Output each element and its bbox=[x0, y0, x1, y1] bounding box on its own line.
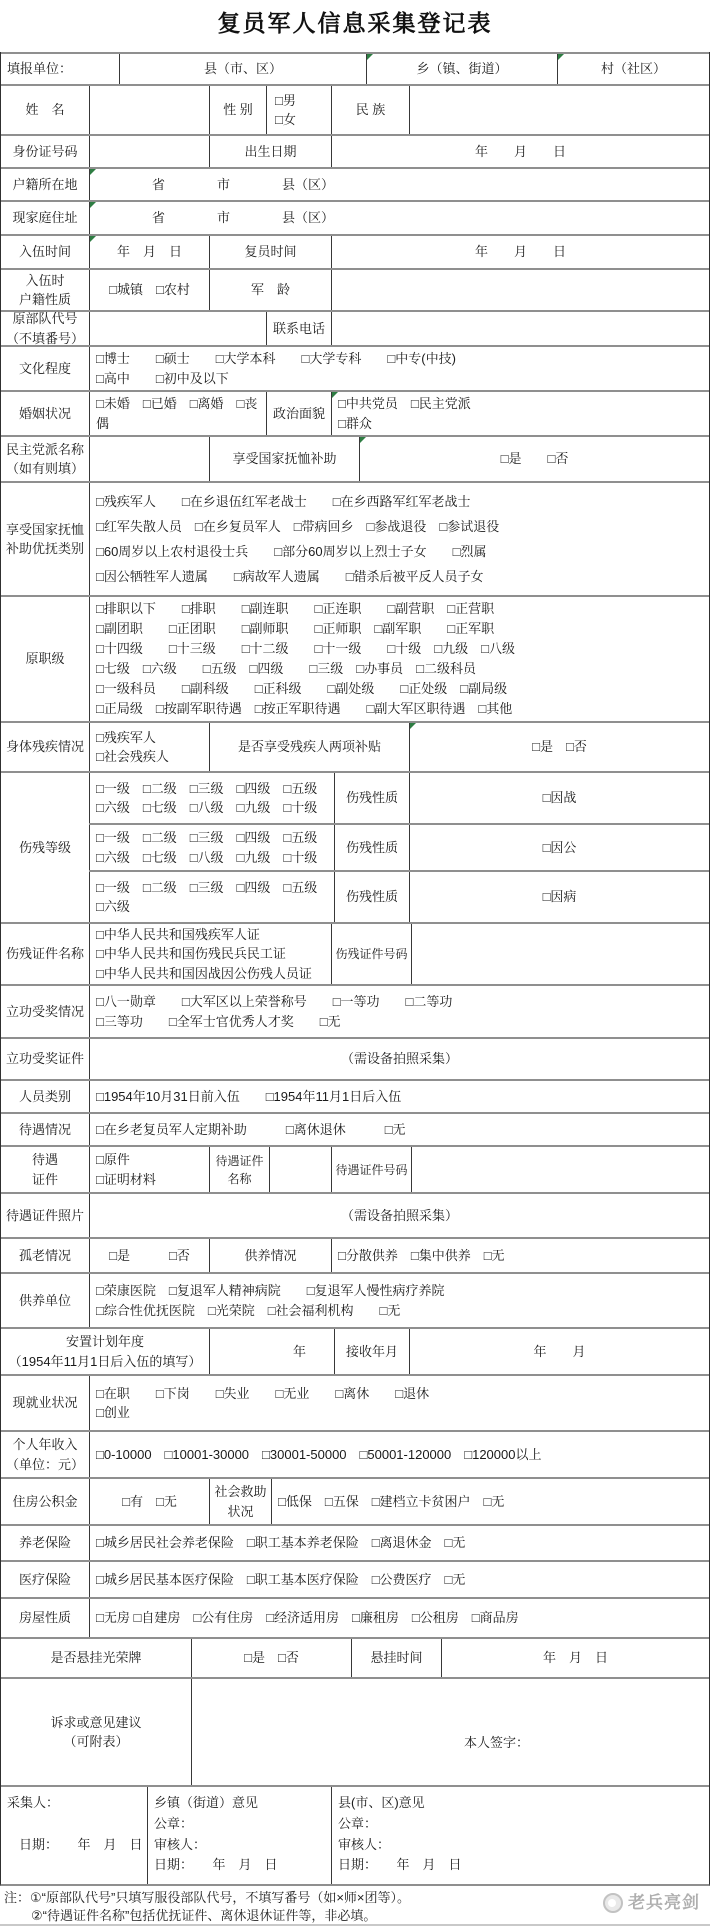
appeal-row bbox=[1, 1677, 709, 1785]
address-label: 现家庭住址 bbox=[12, 210, 78, 226]
politics-options-line2[interactable]: □群众 bbox=[338, 415, 372, 431]
grade-subrow-illness bbox=[89, 870, 709, 922]
house-label: 房屋性质 bbox=[18, 1610, 71, 1626]
placement-year-field[interactable]: 年 bbox=[209, 1329, 334, 1374]
employment-options: □在职 □下岗 □失业 □无业 □离休 □退休 □创业 bbox=[89, 1376, 709, 1430]
disability-cert-number-field[interactable] bbox=[411, 924, 709, 984]
person-category-row bbox=[1, 1079, 709, 1112]
id-label: 身份证号码 bbox=[12, 143, 78, 159]
elderly-row bbox=[1, 1237, 709, 1272]
merit-row bbox=[1, 984, 709, 1037]
hukou-row bbox=[1, 268, 709, 310]
allowance-options[interactable]: □是 □否 bbox=[409, 723, 709, 771]
id-field[interactable] bbox=[89, 136, 209, 167]
treatment-cert-row bbox=[1, 1145, 709, 1192]
grade-options-illness: □一级 □二级 □三级 □四级 □五级 □六级 bbox=[89, 872, 334, 922]
pension-label: 养老保险 bbox=[18, 1535, 71, 1551]
county-auditor[interactable]: 审核人： bbox=[338, 1836, 391, 1852]
gender-female-checkbox[interactable]: □女 bbox=[275, 112, 296, 127]
income-options[interactable]: □0-10000 □10001-30000 □30001-50000 □50001-120000 □120000以上 bbox=[89, 1432, 709, 1477]
plaque-label: 是否悬挂光荣牌 bbox=[50, 1650, 142, 1666]
support-unit-options: □荣康医院 □复退军人精神病院 □复退军人慢性病疗养院 □综合性优抚医院 □光荣院 □社会福利机构 □无 bbox=[89, 1274, 709, 1327]
grade-options-duty: □一级 □二级 □三级 □四级 □五级 □六级 □七级 □八级 □九级 □十级 bbox=[89, 825, 334, 870]
support-unit-row bbox=[1, 1272, 709, 1327]
gender-male-checkbox[interactable]: □男 bbox=[275, 92, 296, 108]
housing-fund-options[interactable]: □有 □无 bbox=[89, 1479, 209, 1524]
subsidy-options[interactable]: □是 □否 bbox=[359, 437, 709, 481]
party-field[interactable] bbox=[89, 437, 209, 481]
elderly-label: 孤老情况 bbox=[18, 1247, 71, 1263]
unit-code-row bbox=[1, 310, 709, 345]
ethnic-label: 民 族 bbox=[331, 86, 409, 134]
name-label: 姓 名 bbox=[25, 102, 65, 118]
signature-label[interactable]: 本人签字： bbox=[464, 1735, 530, 1750]
care-category-label: 享受国家抚恤 补助优抚类别 bbox=[5, 521, 84, 556]
party-row bbox=[1, 435, 709, 481]
nature-option-illness[interactable]: □因病 bbox=[409, 872, 709, 922]
merit-label: 立功受奖情况 bbox=[5, 1003, 84, 1019]
nature-option-war[interactable]: □因战 bbox=[409, 773, 709, 823]
placement-label: 安置计划年度 （1954年11月1日后入伍的填写） bbox=[8, 1334, 202, 1369]
support-unit-label: 供养单位 bbox=[18, 1292, 71, 1308]
footnotes bbox=[0, 1886, 710, 1926]
nature-option-duty[interactable]: □因公 bbox=[409, 825, 709, 870]
township-auditor[interactable]: 审核人： bbox=[154, 1836, 207, 1852]
person-category-label: 人员类别 bbox=[18, 1088, 71, 1104]
residence-label: 户籍所在地 bbox=[12, 176, 78, 192]
support-label: 供养情况 bbox=[209, 1239, 331, 1272]
address-row bbox=[1, 200, 709, 234]
name-row bbox=[1, 84, 709, 134]
disability-cert-label: 伤残证件名称 bbox=[5, 946, 84, 962]
disability-cert-options: □中华人民共和国残疾军人证 □中华人民共和国伤残民兵民工证 □中华人民共和国因战因公伤残人员证 bbox=[89, 924, 331, 984]
county-opinion-title: 县(市、区)意见 bbox=[338, 1795, 425, 1810]
social-aid-label: 社会救助 状况 bbox=[209, 1479, 271, 1524]
income-label: 个人年收入 （单位：元） bbox=[5, 1437, 84, 1472]
id-row bbox=[1, 134, 709, 167]
receive-label: 接收年月 bbox=[334, 1329, 409, 1374]
education-options-line1[interactable]: □博士 □硕士 □大学本科 □大学专科 □中专(中技) bbox=[96, 351, 456, 366]
report-unit-row bbox=[1, 52, 709, 84]
unit-code-field[interactable] bbox=[89, 312, 266, 345]
footnote-1: 注：①“原部队代号”只填写服役部队代号，不填写番号（如×师×团等）。 bbox=[4, 1890, 410, 1905]
medical-row bbox=[1, 1560, 709, 1597]
merit-cert-note: （需设备拍照采集） bbox=[89, 1039, 709, 1079]
party-label: 民主党派名称 （如有则填） bbox=[5, 441, 84, 476]
enlist-row bbox=[1, 234, 709, 268]
house-options[interactable]: □无房 □自建房 □公有住房 □经济适用房 □廉租房 □公租房 □商品房 bbox=[89, 1599, 709, 1637]
treatment-row bbox=[1, 1112, 709, 1145]
village-field[interactable]: 村（社区） bbox=[557, 54, 709, 84]
birth-field[interactable]: 年 月 日 bbox=[331, 136, 709, 167]
disability-grade-row bbox=[1, 771, 709, 922]
marriage-row bbox=[1, 390, 709, 435]
medical-label: 医疗保险 bbox=[18, 1571, 71, 1587]
plaque-time-field[interactable]: 年 月 日 bbox=[441, 1639, 709, 1677]
service-age-label: 军 龄 bbox=[209, 270, 331, 310]
treatment-cert-number-field[interactable] bbox=[411, 1147, 709, 1192]
township-seal[interactable]: 公章： bbox=[154, 1815, 194, 1831]
body-disability-label: 身体残疾情况 bbox=[5, 739, 84, 755]
watermark-logo-icon bbox=[603, 1893, 623, 1913]
pension-row bbox=[1, 1524, 709, 1560]
merit-cert-row bbox=[1, 1037, 709, 1079]
collector-block bbox=[1, 1787, 147, 1884]
employment-label: 现就业状况 bbox=[12, 1395, 78, 1411]
township-opinion-title: 乡镇（街道）意见 bbox=[154, 1795, 259, 1810]
disability-cert-row bbox=[1, 922, 709, 984]
township-field[interactable]: 乡（镇、街道） bbox=[366, 54, 557, 84]
report-unit-label: 填报单位： bbox=[7, 61, 73, 77]
watermark-text: 老兵亮剑 bbox=[628, 1893, 700, 1912]
treatment-cert-options: □原件 □证明材料 bbox=[89, 1147, 209, 1192]
care-category-options: □残疾军人 □在乡退伍红军老战士 □在乡西路军红军老战士 □红军失散人员 □在乡复员军人 □带病回乡 □参战退役 □参试退役 □60周岁以上农村退役士兵 □部分60周岁以上烈士子女 □烈属 □因公牺牲军人遗属 □病故军人遗属 □错杀后被平反人员子女 bbox=[89, 483, 709, 595]
house-row bbox=[1, 1597, 709, 1637]
form-table bbox=[0, 52, 710, 1886]
collector-date[interactable]: 日期： 年 月 日 bbox=[19, 1836, 143, 1852]
service-age-field[interactable] bbox=[331, 270, 709, 310]
unit-code-label: 原部队代号 （不填番号） bbox=[5, 312, 84, 345]
treatment-photo-note: （需设备拍照采集） bbox=[89, 1194, 709, 1237]
rank-options: □排职以下 □排职 □副连职 □正连职 □副营职 □正营职 □副团职 □正团职 □副师职 □正师职 □副军职 □正军职 □十四级 □十三级 □十二级 □十一级 □十级 □九级 □八级 □七级 □六级 □五级 □四级 □三级 □办事员 □二级科员 □一级科员 □副科级 □正科级 □副处级 □正处级 □副局级 □正局级 □按副军职待遇 □按正军职待遇 □副大军区职待遇 □其他 bbox=[89, 597, 709, 721]
treatment-cert-name-label: 待遇证件 名称 bbox=[209, 1147, 269, 1192]
treatment-label: 待遇情况 bbox=[18, 1121, 71, 1137]
phone-field[interactable] bbox=[331, 312, 709, 345]
plaque-options[interactable]: □是 □否 bbox=[191, 1639, 351, 1677]
rank-label: 原职级 bbox=[25, 651, 65, 667]
gender-options bbox=[266, 86, 331, 134]
demob-date-field[interactable]: 年 月 日 bbox=[331, 236, 709, 268]
township-date[interactable]: 日期： 年 月 日 bbox=[154, 1857, 278, 1873]
treatment-cert-label: 待遇 证件 bbox=[31, 1152, 58, 1187]
enlist-date-field[interactable]: 年 月 日 bbox=[89, 236, 209, 268]
body-disability-options: □残疾军人 □社会残疾人 bbox=[89, 723, 209, 771]
county-field[interactable]: 县（市、区） bbox=[119, 54, 366, 84]
grade-subrow-duty bbox=[89, 823, 709, 870]
treatment-photo-label: 待遇证件照片 bbox=[5, 1207, 84, 1223]
marriage-label: 婚姻状况 bbox=[18, 405, 71, 421]
ethnic-field[interactable] bbox=[409, 86, 709, 134]
township-opinion-block bbox=[147, 1787, 331, 1884]
treatment-options[interactable]: □在乡老复员军人定期补助 □离休退休 □无 bbox=[89, 1114, 709, 1145]
social-aid-options[interactable]: □低保 □五保 □建档立卡贫困户 □无 bbox=[271, 1479, 709, 1524]
footnote-2: ②“待遇证件名称”包括优抚证件、离休退休证件等，非必填。 bbox=[31, 1908, 377, 1923]
education-options-line2[interactable]: □高中 □初中及以下 bbox=[96, 370, 229, 386]
grade-subrow-war bbox=[89, 773, 709, 823]
politics-options bbox=[331, 392, 709, 435]
merit-cert-label: 立功受奖证件 bbox=[5, 1051, 84, 1067]
demob-label: 复员时间 bbox=[209, 236, 331, 268]
allowance-label: 是否享受残疾人两项补贴 bbox=[209, 723, 409, 771]
appeal-field[interactable] bbox=[191, 1679, 709, 1785]
nature-label-2: 伤残性质 bbox=[334, 825, 409, 870]
treatment-cert-name-field[interactable] bbox=[269, 1147, 331, 1192]
merit-options: □八一勋章 □大军区以上荣誉称号 □一等功 □二等功 □三等功 □全军士官优秀人才奖 □无 bbox=[89, 986, 709, 1037]
collector-label[interactable]: 采集人： bbox=[7, 1795, 60, 1810]
county-date[interactable]: 日期： 年 月 日 bbox=[338, 1857, 462, 1873]
pension-options[interactable]: □城乡居民社会养老保险 □职工基本养老保险 □离退休金 □无 bbox=[89, 1526, 709, 1560]
hukou-label: 入伍时 户籍性质 bbox=[18, 272, 71, 307]
income-row bbox=[1, 1430, 709, 1477]
signoff-row bbox=[1, 1785, 709, 1884]
body-disability-row bbox=[1, 721, 709, 771]
grade-options-war: □一级 □二级 □三级 □四级 □五级 □六级 □七级 □八级 □九级 □十级 bbox=[89, 773, 334, 823]
politics-label: 政治面貌 bbox=[266, 392, 331, 435]
medical-options[interactable]: □城乡居民基本医疗保险 □职工基本医疗保险 □公费医疗 □无 bbox=[89, 1562, 709, 1597]
education-options bbox=[89, 347, 709, 390]
person-category-options[interactable]: □1954年10月31日前入伍 □1954年11月1日后入伍 bbox=[89, 1081, 709, 1112]
housing-fund-label: 住房公积金 bbox=[12, 1493, 78, 1509]
appeal-label: 诉求或意见建议 （可附表） bbox=[50, 1714, 142, 1749]
county-opinion-block bbox=[331, 1787, 709, 1884]
hukou-options[interactable]: □城镇 □农村 bbox=[89, 270, 209, 310]
county-seal[interactable]: 公章： bbox=[338, 1815, 378, 1831]
elderly-options[interactable]: □是 □否 bbox=[89, 1239, 209, 1272]
nature-label-1: 伤残性质 bbox=[334, 773, 409, 823]
support-options[interactable]: □分散供养 □集中供养 □无 bbox=[331, 1239, 709, 1272]
education-row bbox=[1, 345, 709, 390]
disability-grade-label: 伤残等级 bbox=[18, 839, 71, 855]
receive-field[interactable]: 年 月 bbox=[409, 1329, 709, 1374]
rank-row bbox=[1, 595, 709, 721]
housing-fund-row bbox=[1, 1477, 709, 1524]
name-field[interactable] bbox=[89, 86, 209, 134]
plaque-time-label: 悬挂时间 bbox=[351, 1639, 441, 1677]
employment-row bbox=[1, 1374, 709, 1430]
address-field[interactable]: 省 市 县（区） bbox=[89, 202, 709, 234]
care-category-row bbox=[1, 481, 709, 595]
birth-label: 出生日期 bbox=[209, 136, 331, 167]
treatment-photo-row bbox=[1, 1192, 709, 1237]
education-label: 文化程度 bbox=[18, 360, 71, 376]
treatment-cert-number-label: 待遇证件号码 bbox=[331, 1147, 411, 1192]
gender-label: 性 别 bbox=[209, 86, 266, 134]
placement-row bbox=[1, 1327, 709, 1374]
nature-label-3: 伤残性质 bbox=[334, 872, 409, 922]
plaque-row bbox=[1, 1637, 709, 1677]
page-title: 复员军人信息采集登记表 bbox=[217, 10, 493, 36]
subsidy-label: 享受国家抚恤补助 bbox=[209, 437, 359, 481]
residence-row bbox=[1, 167, 709, 200]
disability-grade-subrows bbox=[89, 773, 709, 922]
watermark bbox=[603, 1893, 700, 1913]
marriage-options[interactable]: □未婚 □已婚 □离婚 □丧偶 bbox=[89, 392, 266, 435]
politics-options-line1[interactable]: □中共党员 □民主党派 bbox=[338, 396, 471, 411]
phone-label: 联系电话 bbox=[266, 312, 331, 345]
disability-cert-number-label: 伤残证件号码 bbox=[331, 924, 411, 984]
residence-field[interactable]: 省 市 县（区） bbox=[89, 169, 709, 200]
enlist-label: 入伍时间 bbox=[18, 244, 71, 260]
